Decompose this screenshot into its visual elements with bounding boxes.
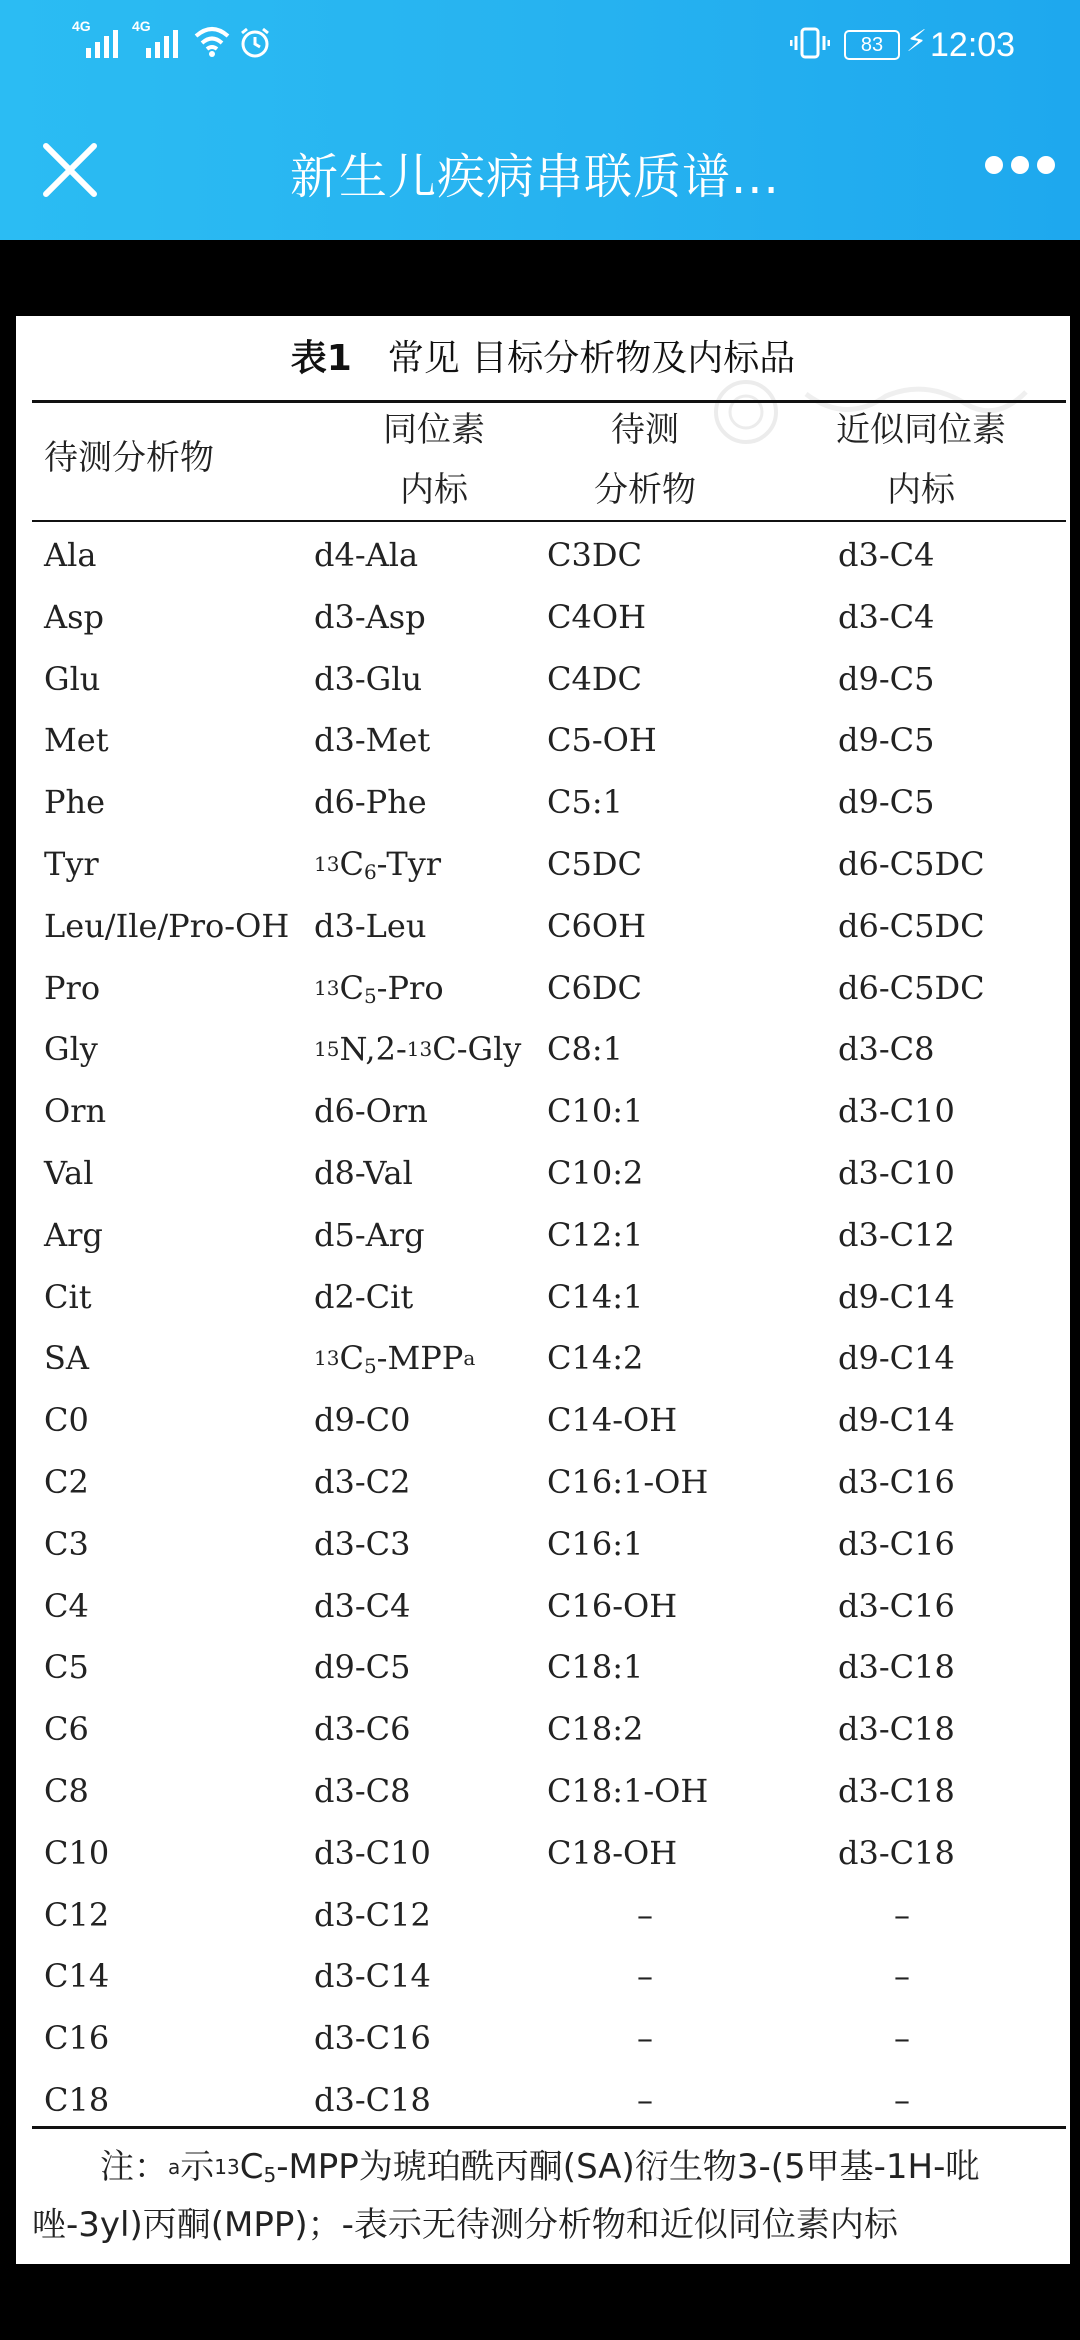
table-row — [16, 1451, 1070, 1513]
cell-analyte: Met — [44, 721, 109, 760]
table-row — [16, 833, 1070, 895]
cell-analyte-2: C6DC — [547, 968, 642, 1007]
cell-internal-standard: d6-Orn — [314, 1092, 428, 1131]
cell-approx-standard: d3-C10 — [838, 1154, 955, 1192]
cell-analyte-2: C18:2 — [547, 1710, 644, 1749]
cell-approx-standard: d3-C12 — [838, 1215, 955, 1254]
col-header-approx-isotope-standard: 近似同位素 内标 — [836, 410, 1006, 510]
cell-internal-standard: $^{13}C_5$-Pro — [314, 968, 444, 1008]
cell-approx-standard: d3-C16 — [838, 1524, 955, 1563]
cell-analyte: C5 — [44, 1648, 89, 1687]
cell-internal-standard: $^{13}C_5-MPP^a$ — [314, 1339, 476, 1379]
alarm-icon — [238, 26, 272, 60]
table-number: 表1 — [290, 338, 352, 379]
close-button[interactable] — [40, 140, 100, 200]
cell-approx-standard: d9-C5 — [838, 783, 935, 822]
cell-internal-standard: d3-C4 — [314, 1586, 411, 1625]
cell-internal-standard: d8-Val — [314, 1154, 413, 1192]
cell-analyte-2: C14:2 — [547, 1339, 644, 1378]
cell-approx-standard: d9-C14 — [838, 1277, 955, 1316]
cell-analyte-2: C4DC — [547, 659, 642, 698]
cell-internal-standard: d9-C5 — [314, 1648, 411, 1687]
cell-analyte-2: C16:1-OH — [547, 1463, 709, 1501]
table-row — [16, 1080, 1070, 1142]
cell-analyte-2: C14:1 — [547, 1277, 644, 1316]
table-row — [16, 957, 1070, 1019]
cell-internal-standard: d3-C14 — [314, 1957, 431, 1996]
cell-approx-standard: d6-C5DC — [838, 845, 985, 883]
cell-internal-standard: d3-C12 — [314, 1895, 431, 1934]
cell-analyte: Pro — [44, 968, 101, 1007]
table-row — [16, 709, 1070, 771]
signal-icon-2: 4G — [132, 24, 178, 58]
cell-internal-standard: d2-Cit — [314, 1277, 414, 1316]
table-row — [16, 2069, 1070, 2131]
more-dot-icon — [1011, 156, 1029, 174]
cell-analyte-2: – — [637, 2019, 653, 2058]
col-header-isotope-internal-standard: 同位素 内标 — [383, 410, 485, 510]
table-document — [16, 316, 1070, 2264]
cell-internal-standard: d3-C6 — [314, 1710, 411, 1749]
cell-internal-standard: d3-C2 — [314, 1463, 411, 1501]
more-dot-icon — [1037, 156, 1055, 174]
app-header — [0, 0, 1080, 240]
cell-internal-standard: $^{13}C_6$-Tyr — [314, 845, 442, 884]
cell-analyte-2: C18:1 — [547, 1648, 644, 1687]
cell-analyte-2: C8:1 — [547, 1030, 623, 1069]
cell-analyte: SA — [44, 1339, 90, 1378]
cell-internal-standard: d3-Leu — [314, 906, 427, 945]
cell-approx-standard: – — [894, 2019, 910, 2058]
cell-analyte-2: – — [637, 1895, 653, 1934]
cell-approx-standard: d3-C8 — [838, 1030, 935, 1069]
table-row — [16, 1204, 1070, 1266]
table-row — [16, 1142, 1070, 1204]
cell-approx-standard: d3-C18 — [838, 1833, 955, 1872]
cell-approx-standard: – — [894, 1895, 910, 1934]
cell-analyte-2: C10:2 — [547, 1154, 644, 1192]
col-header-analyte-2: 待测 分析物 — [594, 410, 696, 510]
cell-internal-standard: d3-C10 — [314, 1833, 431, 1872]
cell-analyte: Gly — [44, 1030, 98, 1069]
cell-internal-standard: d3-C16 — [314, 2019, 431, 2058]
cell-approx-standard: d9-C14 — [838, 1401, 955, 1440]
table-row — [16, 2007, 1070, 2069]
table-row — [16, 771, 1070, 833]
table-row — [16, 1884, 1070, 1946]
table-row — [16, 1327, 1070, 1389]
cell-approx-standard: d6-C5DC — [838, 968, 985, 1007]
charging-icon: ⚡ — [906, 25, 928, 58]
col-header-analyte: 待测分析物 — [44, 438, 214, 478]
cell-analyte: Cit — [44, 1277, 92, 1316]
cell-analyte: Leu/Ile/Pro-OH — [44, 906, 290, 945]
cell-analyte: Orn — [44, 1092, 107, 1131]
battery-indicator: 83 — [844, 30, 900, 60]
cell-internal-standard: d6-Phe — [314, 783, 427, 822]
more-options-button[interactable] — [985, 150, 1055, 180]
cell-analyte: C14 — [44, 1957, 110, 1996]
cell-approx-standard: d3-C18 — [838, 1710, 955, 1749]
table-row — [16, 648, 1070, 710]
cell-internal-standard: d9-C0 — [314, 1401, 411, 1440]
table-row — [16, 895, 1070, 957]
table-row — [16, 1266, 1070, 1328]
status-bar — [0, 0, 1080, 90]
cell-analyte: Arg — [44, 1215, 103, 1254]
cell-analyte: C3 — [44, 1524, 89, 1563]
table-row — [16, 1636, 1070, 1698]
cell-analyte-2: C4OH — [547, 597, 646, 636]
cell-approx-standard: d9-C14 — [838, 1339, 955, 1378]
cell-analyte-2: C3DC — [547, 536, 642, 574]
table-row — [16, 1513, 1070, 1575]
cell-analyte: Phe — [44, 783, 106, 822]
page-title: 新生儿疾病串联质谱... — [290, 149, 780, 205]
cell-approx-standard: d9-C5 — [838, 659, 935, 698]
cell-analyte-2: C5-OH — [547, 721, 657, 760]
cell-analyte-2: C16:1 — [547, 1524, 644, 1563]
table-row — [16, 1575, 1070, 1637]
wifi-icon — [194, 26, 230, 58]
cell-approx-standard: d3-C18 — [838, 1772, 955, 1810]
cell-analyte-2: C5DC — [547, 845, 642, 883]
cell-approx-standard: d3-C16 — [838, 1586, 955, 1625]
cell-internal-standard: d4-Ala — [314, 536, 419, 574]
cell-analyte-2: – — [637, 1957, 653, 1996]
cell-analyte: C6 — [44, 1710, 89, 1749]
cell-approx-standard: d3-C18 — [838, 1648, 955, 1687]
cell-analyte-2: C14-OH — [547, 1401, 678, 1440]
table-row — [16, 524, 1070, 586]
cell-analyte: C8 — [44, 1772, 89, 1810]
cell-analyte-2: C16-OH — [547, 1586, 678, 1625]
cell-internal-standard: d3-Glu — [314, 659, 423, 698]
more-dot-icon — [985, 156, 1003, 174]
cell-analyte: C16 — [44, 2019, 110, 2058]
cell-approx-standard: d3-C4 — [838, 536, 935, 574]
vibrate-icon — [790, 26, 830, 60]
cell-approx-standard: – — [894, 2081, 910, 2119]
cell-internal-standard: d3-C3 — [314, 1524, 411, 1563]
cell-approx-standard: – — [894, 1957, 910, 1996]
close-icon — [40, 140, 100, 200]
cell-internal-standard: d3-Met — [314, 721, 431, 760]
cell-internal-standard: $^{15}$N,2-$^{13}$C-Gly — [314, 1030, 522, 1069]
table-row — [16, 1698, 1070, 1760]
cell-analyte: Ala — [44, 536, 97, 574]
cell-analyte-2: C18:1-OH — [547, 1772, 709, 1810]
cell-analyte: C4 — [44, 1586, 89, 1625]
table-footnote: 注：$^a$示$^{13}C_5$-MPP为琥珀酰丙酮(SA)衍生物3-(5甲基-1H-吡 唑-3yl)丙酮(MPP)；-表示无待测分析物和近似同位素内标 — [32, 2147, 980, 2245]
cell-analyte: Asp — [44, 597, 105, 636]
cell-internal-standard: d3-C8 — [314, 1772, 411, 1810]
table-header-rule — [32, 520, 1066, 522]
cell-approx-standard: d3-C4 — [838, 597, 935, 636]
cell-approx-standard: d3-C16 — [838, 1463, 955, 1501]
cell-analyte: C12 — [44, 1895, 110, 1934]
table-row — [16, 1389, 1070, 1451]
cell-analyte: C2 — [44, 1463, 89, 1501]
cell-internal-standard: d5-Arg — [314, 1215, 425, 1254]
table-row — [16, 586, 1070, 648]
cell-analyte: Glu — [44, 659, 101, 698]
cell-analyte: Tyr — [44, 845, 99, 883]
table-row — [16, 1822, 1070, 1884]
cell-approx-standard: d6-C5DC — [838, 906, 985, 945]
cell-internal-standard: d3-C18 — [314, 2081, 431, 2119]
cell-internal-standard: d3-Asp — [314, 597, 426, 636]
cell-analyte-2: C6OH — [547, 906, 646, 945]
cell-analyte-2: C18-OH — [547, 1833, 678, 1872]
table-bottom-rule — [32, 2126, 1066, 2129]
cell-analyte-2: C5:1 — [547, 783, 623, 822]
cell-analyte: C0 — [44, 1401, 89, 1440]
signal-icon-1: 4G — [72, 24, 118, 58]
cell-analyte: Val — [44, 1154, 94, 1192]
status-time: 12:03 — [930, 26, 1016, 64]
cell-analyte-2: C12:1 — [547, 1215, 644, 1254]
cell-analyte-2: C10:1 — [547, 1092, 644, 1131]
cell-analyte: C18 — [44, 2081, 110, 2119]
cell-approx-standard: d9-C5 — [838, 721, 935, 760]
cell-approx-standard: d3-C10 — [838, 1092, 955, 1131]
cell-analyte-2: – — [637, 2081, 653, 2119]
table-row — [16, 1945, 1070, 2007]
table-row — [16, 1760, 1070, 1822]
table-title: 常见 目标分析物及内标品 — [387, 338, 796, 379]
cell-analyte: C10 — [44, 1833, 110, 1872]
table-row — [16, 1018, 1070, 1080]
